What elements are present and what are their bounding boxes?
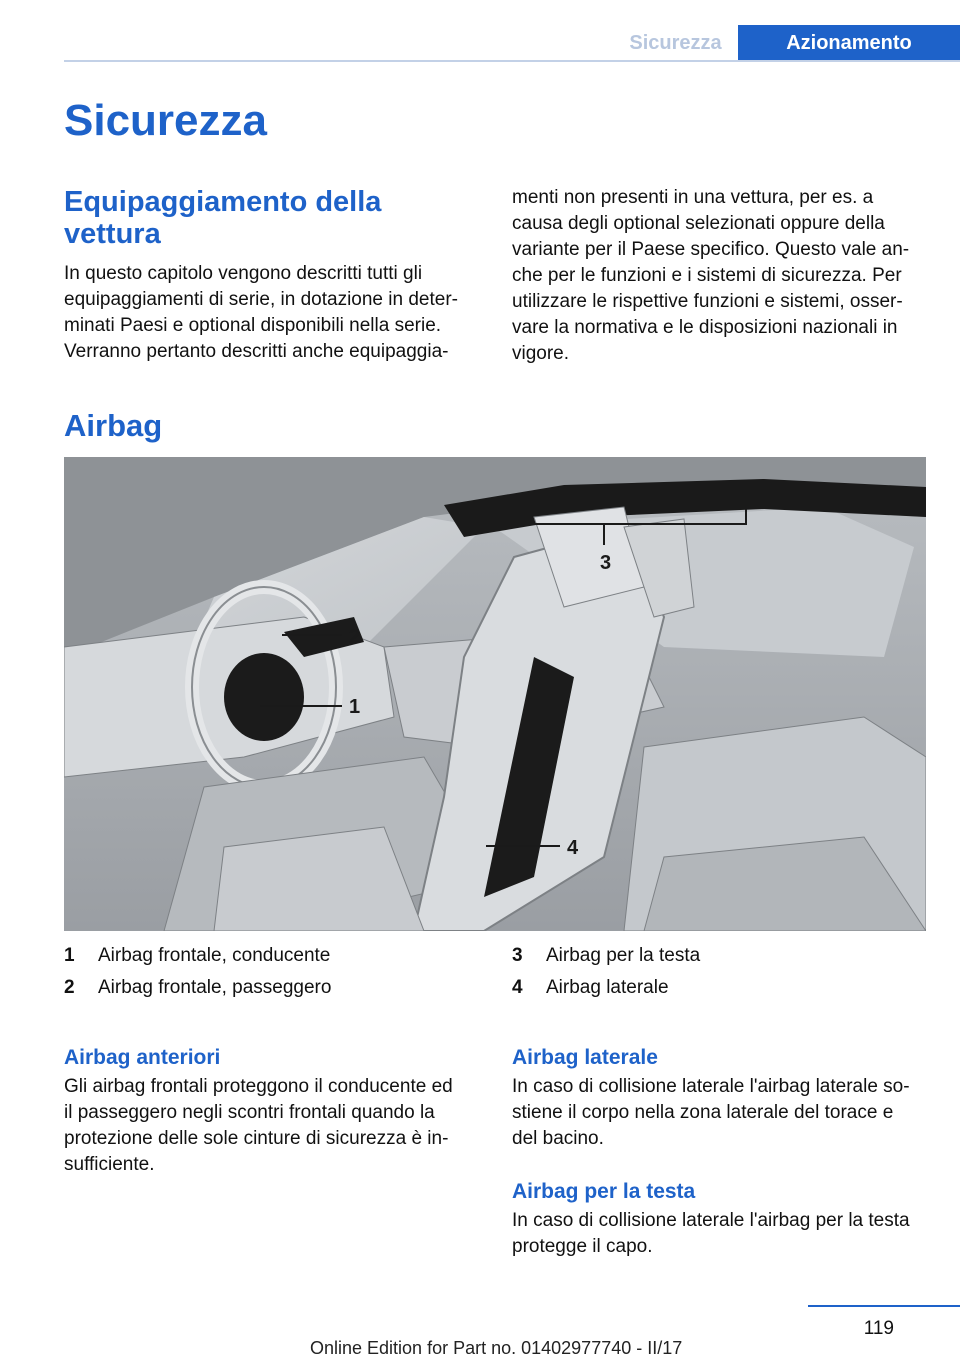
text-line: che per le funzioni e i sistemi di sicurezza. Per: [512, 265, 902, 286]
text-line: protegge il capo.: [512, 1236, 653, 1257]
text-line: utilizzare le rispettive funzioni e sistemi, osser-: [512, 291, 903, 312]
legend-item: [512, 945, 700, 967]
text-line: causa degli optional selezionati oppure della: [512, 213, 885, 234]
text-line: In caso di collisione laterale l'airbag laterale so-: [512, 1076, 910, 1097]
legend-number: 4: [512, 977, 523, 998]
equipment-text-right: [512, 185, 927, 367]
text-line: minati Paesi e optional disponibili nella serie.: [64, 315, 442, 336]
head-airbag-section: [512, 1180, 927, 1260]
front-airbags-heading: Airbag anteriori: [64, 1046, 221, 1069]
legend-label: Airbag per la testa: [546, 945, 701, 966]
legend-label: Airbag frontale, passeggero: [98, 977, 332, 998]
side-airbag-text: [512, 1074, 927, 1152]
text-line: menti non presenti in una vettura, per es. a: [512, 187, 874, 208]
text-line: equipaggiamenti di serie, in dotazione in deter-: [64, 289, 458, 310]
figure-callout-1: 1: [349, 696, 361, 718]
text-line: In caso di collisione laterale l'airbag per la testa: [512, 1210, 910, 1231]
text-line: stiene il corpo nella zona laterale del torace e: [512, 1102, 894, 1123]
figure-callout-4: 4: [567, 837, 579, 859]
header-divider: [64, 60, 960, 62]
head-airbag-heading: Airbag per la testa: [512, 1180, 696, 1203]
text-line: variante per il Paese specifico. Questo vale an-: [512, 239, 910, 260]
tab-azionamento[interactable]: Azionamento: [738, 25, 960, 61]
airbag-heading: Airbag: [64, 408, 163, 443]
equipment-heading-line1: Equipaggiamento della: [64, 186, 382, 218]
figure-callout-2: 2: [349, 626, 361, 648]
airbag-illustration: [64, 457, 926, 931]
page-number: 119: [863, 1318, 894, 1339]
text-line: vare la normativa e le disposizioni nazionali in: [512, 317, 898, 338]
figure-callout-3: 3: [600, 552, 612, 574]
equipment-text-left: [64, 261, 474, 365]
car-interior-drawing: [64, 457, 926, 931]
side-airbag-section: [512, 1046, 927, 1152]
head-airbag-text: [512, 1208, 927, 1260]
header-tabs: [613, 25, 960, 61]
legend-number: 2: [64, 977, 75, 998]
tab-sicurezza[interactable]: Sicurezza: [613, 25, 738, 61]
side-airbag-heading: Airbag laterale: [512, 1046, 658, 1069]
page-title: Sicurezza: [64, 96, 267, 145]
footer-edition-text: Online Edition for Part no. 01402977740 - II/17: [310, 1338, 683, 1358]
text-line: vigore.: [512, 343, 570, 364]
legend-item: [64, 945, 330, 967]
text-line: sufficiente.: [64, 1154, 155, 1175]
text-line: il passeggero negli scontri frontali quando la: [64, 1102, 435, 1123]
text-line: protezione delle sole cinture di sicurezza è in-: [64, 1128, 449, 1149]
text-line: In questo capitolo vengono descritti tutti gli: [64, 263, 423, 284]
legend-number: 3: [512, 945, 523, 966]
front-airbags-section: [64, 1046, 474, 1178]
legend-number: 1: [64, 945, 75, 966]
equipment-heading-line2: vettura: [64, 218, 161, 250]
footer-divider: [808, 1305, 960, 1307]
equipment-left-column: [64, 186, 474, 365]
front-airbags-text: [64, 1074, 474, 1178]
text-line: del bacino.: [512, 1128, 604, 1149]
equipment-heading: [64, 186, 474, 250]
text-line: Verranno pertanto descritti anche equipaggia-: [64, 341, 449, 362]
legend-label: Airbag laterale: [546, 977, 669, 998]
legend-label: Airbag frontale, conducente: [98, 945, 331, 966]
legend-item: [64, 977, 331, 999]
legend-item: [512, 977, 669, 999]
text-line: Gli airbag frontali proteggono il conducente ed: [64, 1076, 453, 1097]
equipment-right-column: [512, 185, 927, 367]
